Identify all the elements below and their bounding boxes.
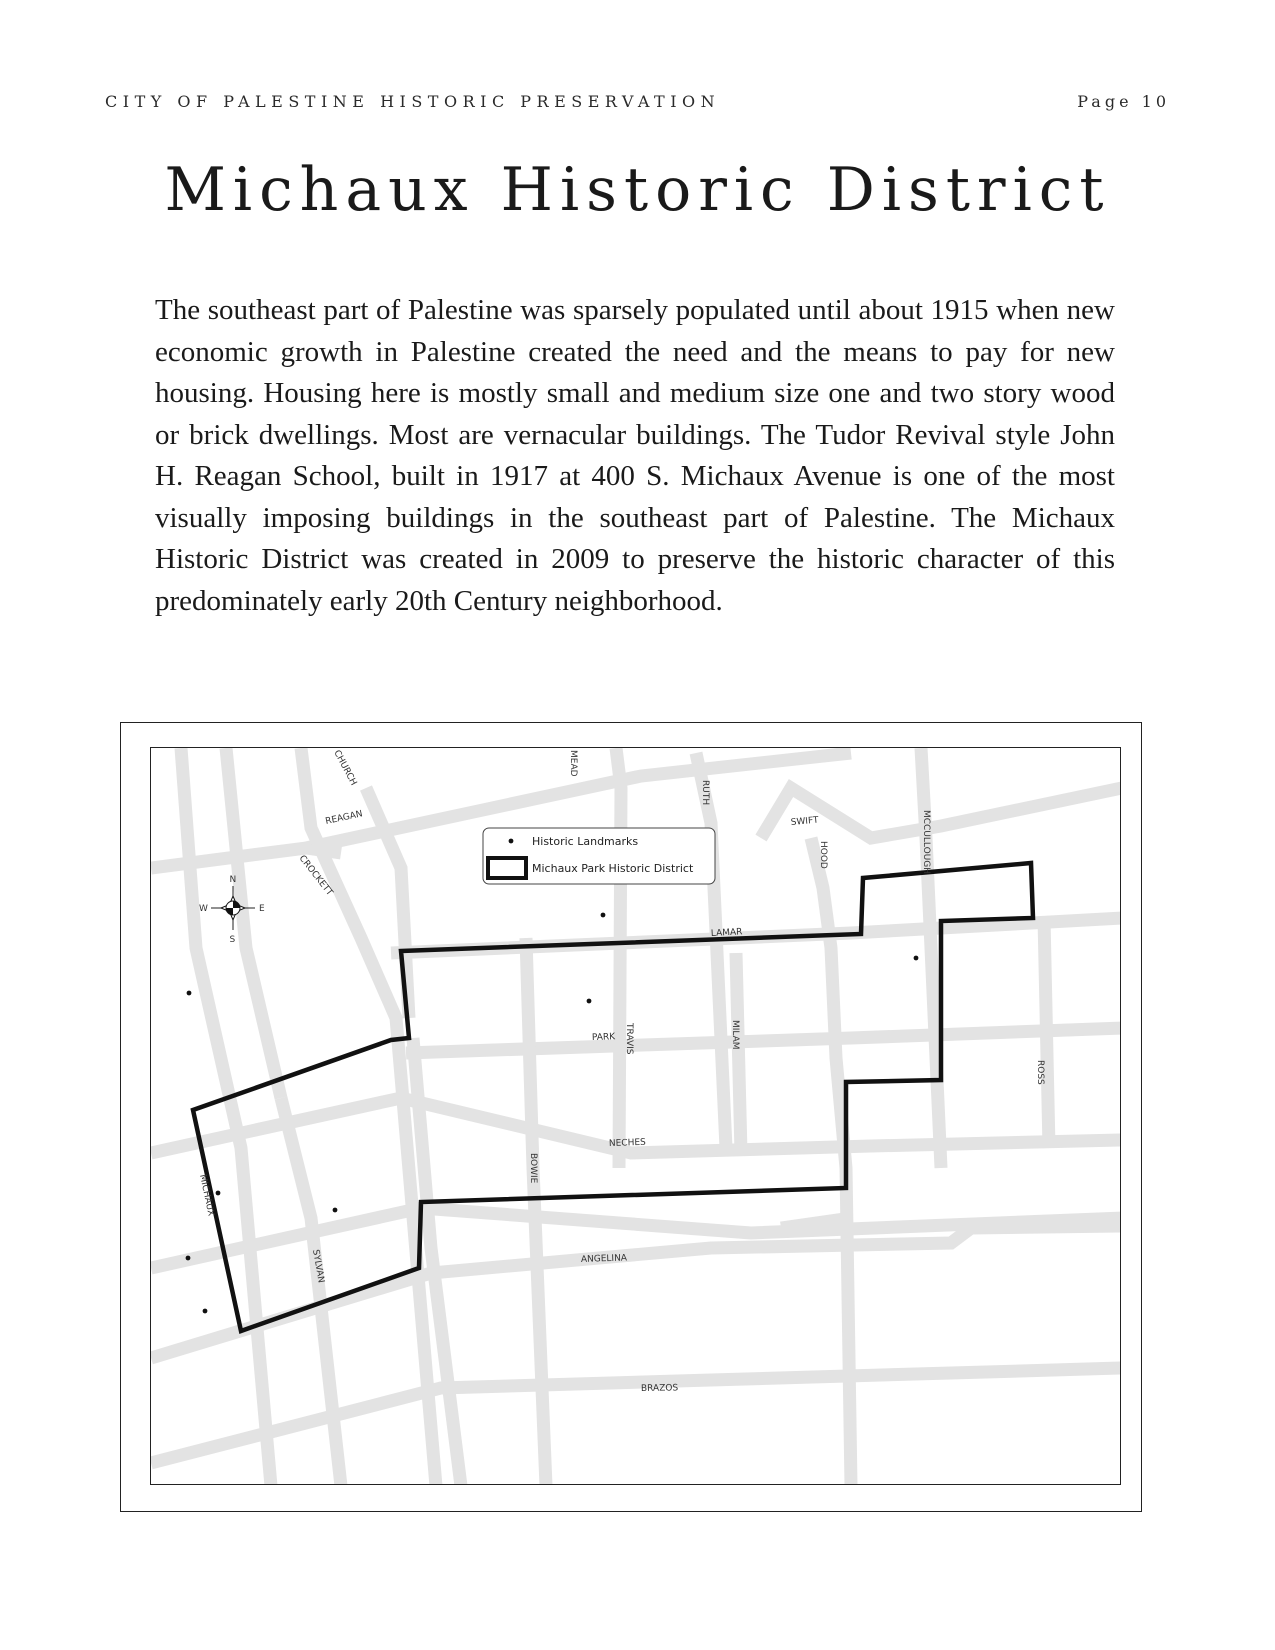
street-label-bowie: BOWIE: [528, 1153, 538, 1184]
street-label-lamar: LAMAR: [710, 927, 743, 939]
street-label-angelina: ANGELINA: [580, 1253, 628, 1265]
street-label-mccullough: MCCULLOUGH: [921, 810, 931, 875]
compass-s: S: [229, 935, 236, 945]
compass-e: E: [259, 904, 265, 914]
landmark-dot: [601, 913, 606, 918]
legend-district-label: Michaux Park Historic District: [532, 862, 694, 875]
landmark-dot: [186, 1256, 191, 1261]
map-legend: [483, 828, 715, 884]
street-label-church: CHURCH: [331, 748, 359, 788]
street-label-sylvan: SYLVAN: [310, 1248, 326, 1284]
landmark-dot: [216, 1191, 221, 1196]
compass-n: N: [229, 875, 237, 885]
landmark-dot: [914, 956, 919, 961]
street-label-neches: NECHES: [608, 1137, 646, 1149]
page-number: Page 10: [1077, 92, 1170, 111]
landmark-dot: [587, 999, 592, 1004]
street-label-ruth: RUTH: [700, 780, 710, 806]
compass-w: W: [199, 904, 208, 914]
street-label-swift: SWIFT: [790, 815, 819, 828]
landmark-dot: [187, 991, 192, 996]
page-title: Michaux Historic District: [164, 155, 1111, 225]
street-label-mead: MEAD: [568, 750, 578, 777]
landmark-dot: [203, 1309, 208, 1314]
street-label-brazos: BRAZOS: [640, 1383, 679, 1394]
street-label-park: PARK: [591, 1032, 616, 1043]
landmark-dot: [333, 1208, 338, 1213]
street-label-travis: TRAVIS: [624, 1023, 634, 1055]
district-map: [150, 747, 1121, 1485]
street-label-ross: ROSS: [1035, 1060, 1045, 1085]
street-label-reagan: REAGAN: [324, 809, 364, 827]
legend-landmarks-label: Historic Landmarks: [532, 835, 639, 848]
body-paragraph: The southeast part of Palestine was sparsely populated until about 1915 when new economic growth in Palestine created the need and the means to pay for new housing. Housing here is mostly small and medium size one and two story wood or brick dwellings. Most are vernacular buildings. The Tudor Revival style John H. Reagan School, built in 1917 at 400 S. Michaux Avenue is one of the most visually imposing buildings in the southeast part of Palestine. The Michaux Historic District was created in 2009 to preserve the historic character of this predominately early 20th Century neighborhood.: [155, 294, 1115, 617]
street-label-milam: MILAM: [730, 1020, 740, 1050]
street-label-hood: HOOD: [818, 841, 828, 869]
street-label-crockett: CROCKETT: [296, 853, 335, 898]
publication-title: CITY OF PALESTINE HISTORIC PRESERVATION: [105, 92, 721, 111]
compass-rose: [199, 875, 265, 945]
street-label-michaux: MICHAUX: [197, 1173, 216, 1218]
landmark-points: [186, 913, 919, 1314]
running-header: [105, 92, 1170, 116]
